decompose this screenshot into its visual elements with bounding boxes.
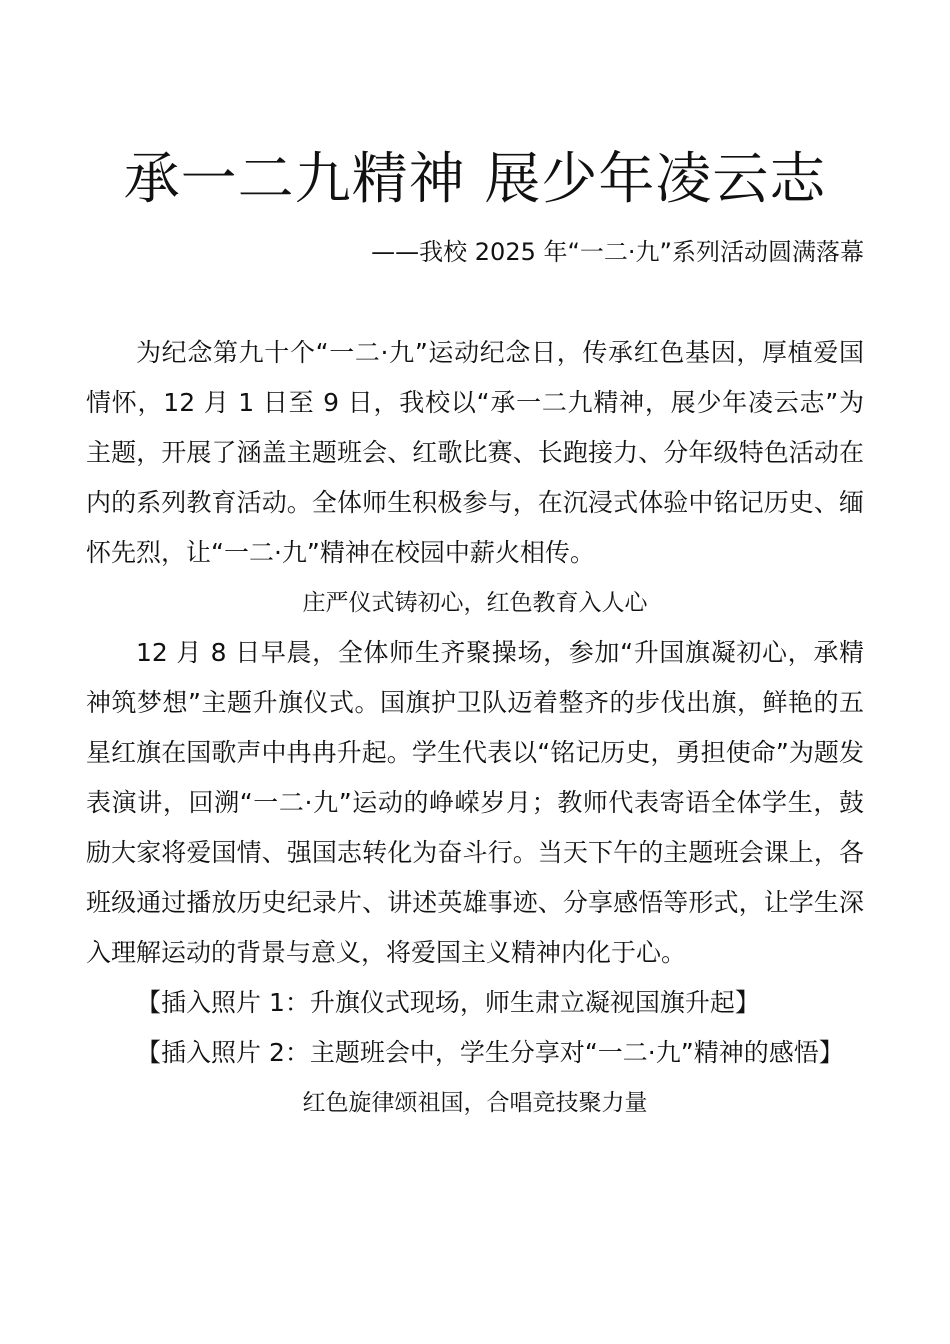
section-heading-chorus: 红色旋律颂祖国，合唱竞技聚力量 — [302, 1090, 648, 1116]
ceremony-paragraph: 12 月 8 日早晨，全体师生齐聚操场，参加“升国旗凝初心，承精神筑梦想”主题升旗仪式。国旗护卫队迈着整齐的步伐出旗，鲜艳的五星红旗在国歌声中冉冉升起。学生代表以“铭记历史，勇担使命”为题发表演讲，回溯“一二·九”运动的峥嵘岁月；教师代表寄语全体学生，鼓励大家将爱国情、强国志转化为奋斗行。当天下午的主题班会课上，各班级通过播放历史纪录片、讲述英雄事迹、分享感悟等形式，让学生深入理解运动的背景与意义，将爱国主义精神内化于心。 — [86, 638, 864, 967]
document-subtitle: ——我校 2025 年“一二·九”系列活动圆满落幕 — [371, 238, 864, 266]
section-heading-ceremony: 庄严仪式铸初心，红色教育入人心 — [302, 590, 648, 616]
photo-placeholder-2: 【插入照片 2：主题班会中，学生分享对“一二·九”精神的感悟】 — [136, 1038, 844, 1067]
intro-paragraph: 为纪念第九十个“一二·九”运动纪念日，传承红色基因，厚植爱国情怀，12 月 1 日至 9 日，我校以“承一二九精神，展少年凌云志”为主题，开展了涵盖主题班会、红歌比赛、长跑接力、分年级特色活动在内的系列教育活动。全体师生积极参与，在沉浸式体验中铭记历史、缅怀先烈，让“一二·九”精神在校园中薪火相传。 — [86, 338, 864, 567]
document-title: 承一二九精神 展少年凌云志 — [123, 147, 827, 212]
document-body — [86, 328, 864, 1128]
photo-placeholder-1: 【插入照片 1：升旗仪式现场，师生肃立凝视国旗升起】 — [136, 988, 760, 1017]
